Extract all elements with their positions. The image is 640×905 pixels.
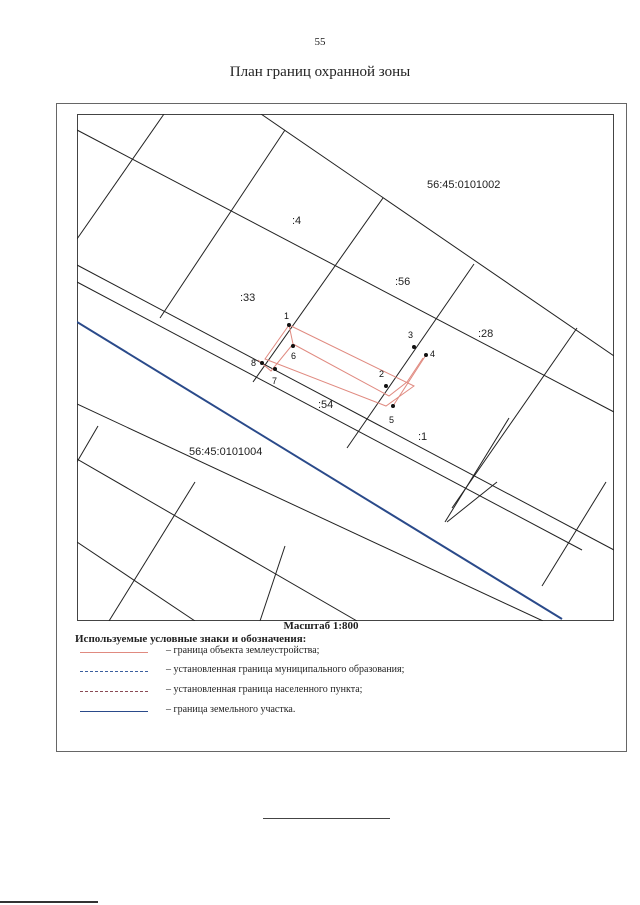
- parcel-label: :54: [318, 399, 334, 411]
- page-number: 55: [314, 36, 326, 48]
- parcel-label: :33: [240, 292, 256, 304]
- parcel-lines: [77, 114, 614, 621]
- point-6: [291, 344, 295, 348]
- map-border: [78, 115, 614, 621]
- page-title: План границ охранной зоны: [229, 64, 411, 80]
- point-label-3: 3: [408, 330, 414, 340]
- point-2: [384, 384, 388, 388]
- legend-swatch: [80, 691, 148, 692]
- legend-label: – установленная граница муниципального образования;: [166, 664, 405, 675]
- point-label-1: 1: [284, 311, 290, 321]
- legend-title: Используемые условные знаки и обозначения:: [75, 633, 307, 645]
- parcel-label: :56: [395, 276, 411, 288]
- map-area: [77, 114, 614, 621]
- bottom-strip: [0, 901, 98, 903]
- point-label-7: 7: [272, 376, 278, 386]
- parcel-label: :1: [418, 431, 428, 443]
- object-boundary: [258, 325, 426, 406]
- point-8: [260, 361, 264, 365]
- point-3: [412, 345, 416, 349]
- legend-item-object-boundary: [80, 645, 480, 661]
- point-label-4: 4: [430, 349, 436, 359]
- cadastral-block-label: 56:45:0101004: [189, 446, 263, 458]
- point-label-6: 6: [291, 351, 297, 361]
- point-label-2: 2: [379, 369, 385, 379]
- legend-item-parcel-boundary: [80, 704, 480, 720]
- legend-swatch: [80, 671, 148, 672]
- point-1: [287, 323, 291, 327]
- legend-swatch: [80, 652, 148, 653]
- legend-label: – граница земельного участка.: [166, 704, 296, 715]
- point-label-8: 8: [251, 358, 257, 368]
- legend-label: – установленная граница населенного пункта;: [166, 684, 363, 695]
- parcel-label: :4: [292, 215, 302, 227]
- cadastral-block-label: 56:45:0101002: [427, 179, 501, 191]
- legend-item-municipal-boundary: [80, 664, 480, 680]
- point-label-5: 5: [389, 415, 395, 425]
- point-5: [391, 404, 395, 408]
- point-4: [424, 353, 428, 357]
- legend-item-settlement-boundary: [80, 684, 480, 700]
- parcel-boundary-blue: [77, 322, 562, 619]
- signature-line: [263, 818, 390, 819]
- scale-label: Масштаб 1:800: [283, 620, 359, 632]
- parcel-label: :28: [478, 328, 494, 340]
- legend-swatch: [80, 711, 148, 712]
- point-7: [273, 367, 277, 371]
- legend-label: – граница объекта землеустройства;: [166, 645, 320, 656]
